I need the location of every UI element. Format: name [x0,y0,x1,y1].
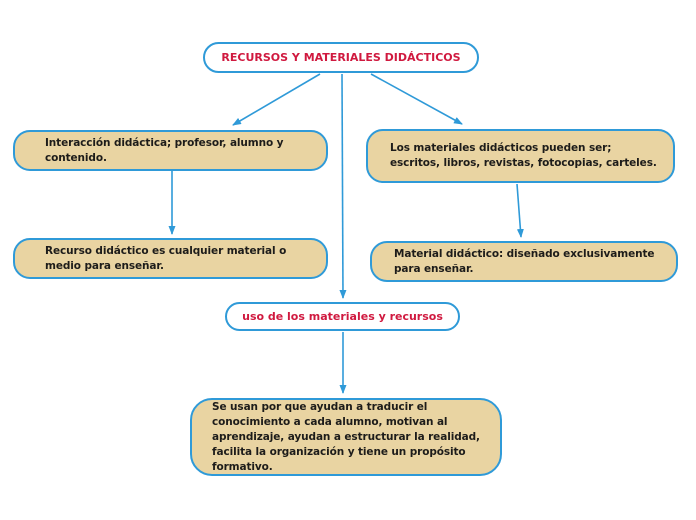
node-usage-reasons [190,398,502,476]
arrow-title-to-interaction [233,74,320,125]
node-title [203,42,479,73]
node-materials [366,129,675,183]
node-usage-reasons-label: Se usan por que ayudan a traducir el conocimiento a cada alumno, motivan al aprendizaje, ayudan a estructurar la realidad, facilita la organización y tiene un propósito formativo. [212,400,480,473]
node-resource-definition [13,238,328,279]
arrow-title-to-usage [342,74,343,298]
node-interaction [13,130,328,171]
node-interaction-label: Interacción didáctica; profesor, alumno y contenido. [45,136,284,164]
node-usage-label: uso de los materiales y recursos [242,310,443,323]
node-resource-definition-label: Recurso didáctico es cualquier material o medio para enseñar. [45,244,287,272]
node-title-label: RECURSOS Y MATERIALES DIDÁCTICOS [221,51,461,64]
arrow-title-to-materials [371,74,462,124]
node-material-definition [370,241,678,282]
node-materials-label: Los materiales didácticos pueden ser; escritos, libros, revistas, fotocopias, carteles. [390,142,657,169]
node-material-definition-label: Material didáctico: diseñado exclusivamente para enseñar. [394,247,655,275]
arrow-materials-to-material [517,184,521,237]
node-usage [225,302,460,331]
